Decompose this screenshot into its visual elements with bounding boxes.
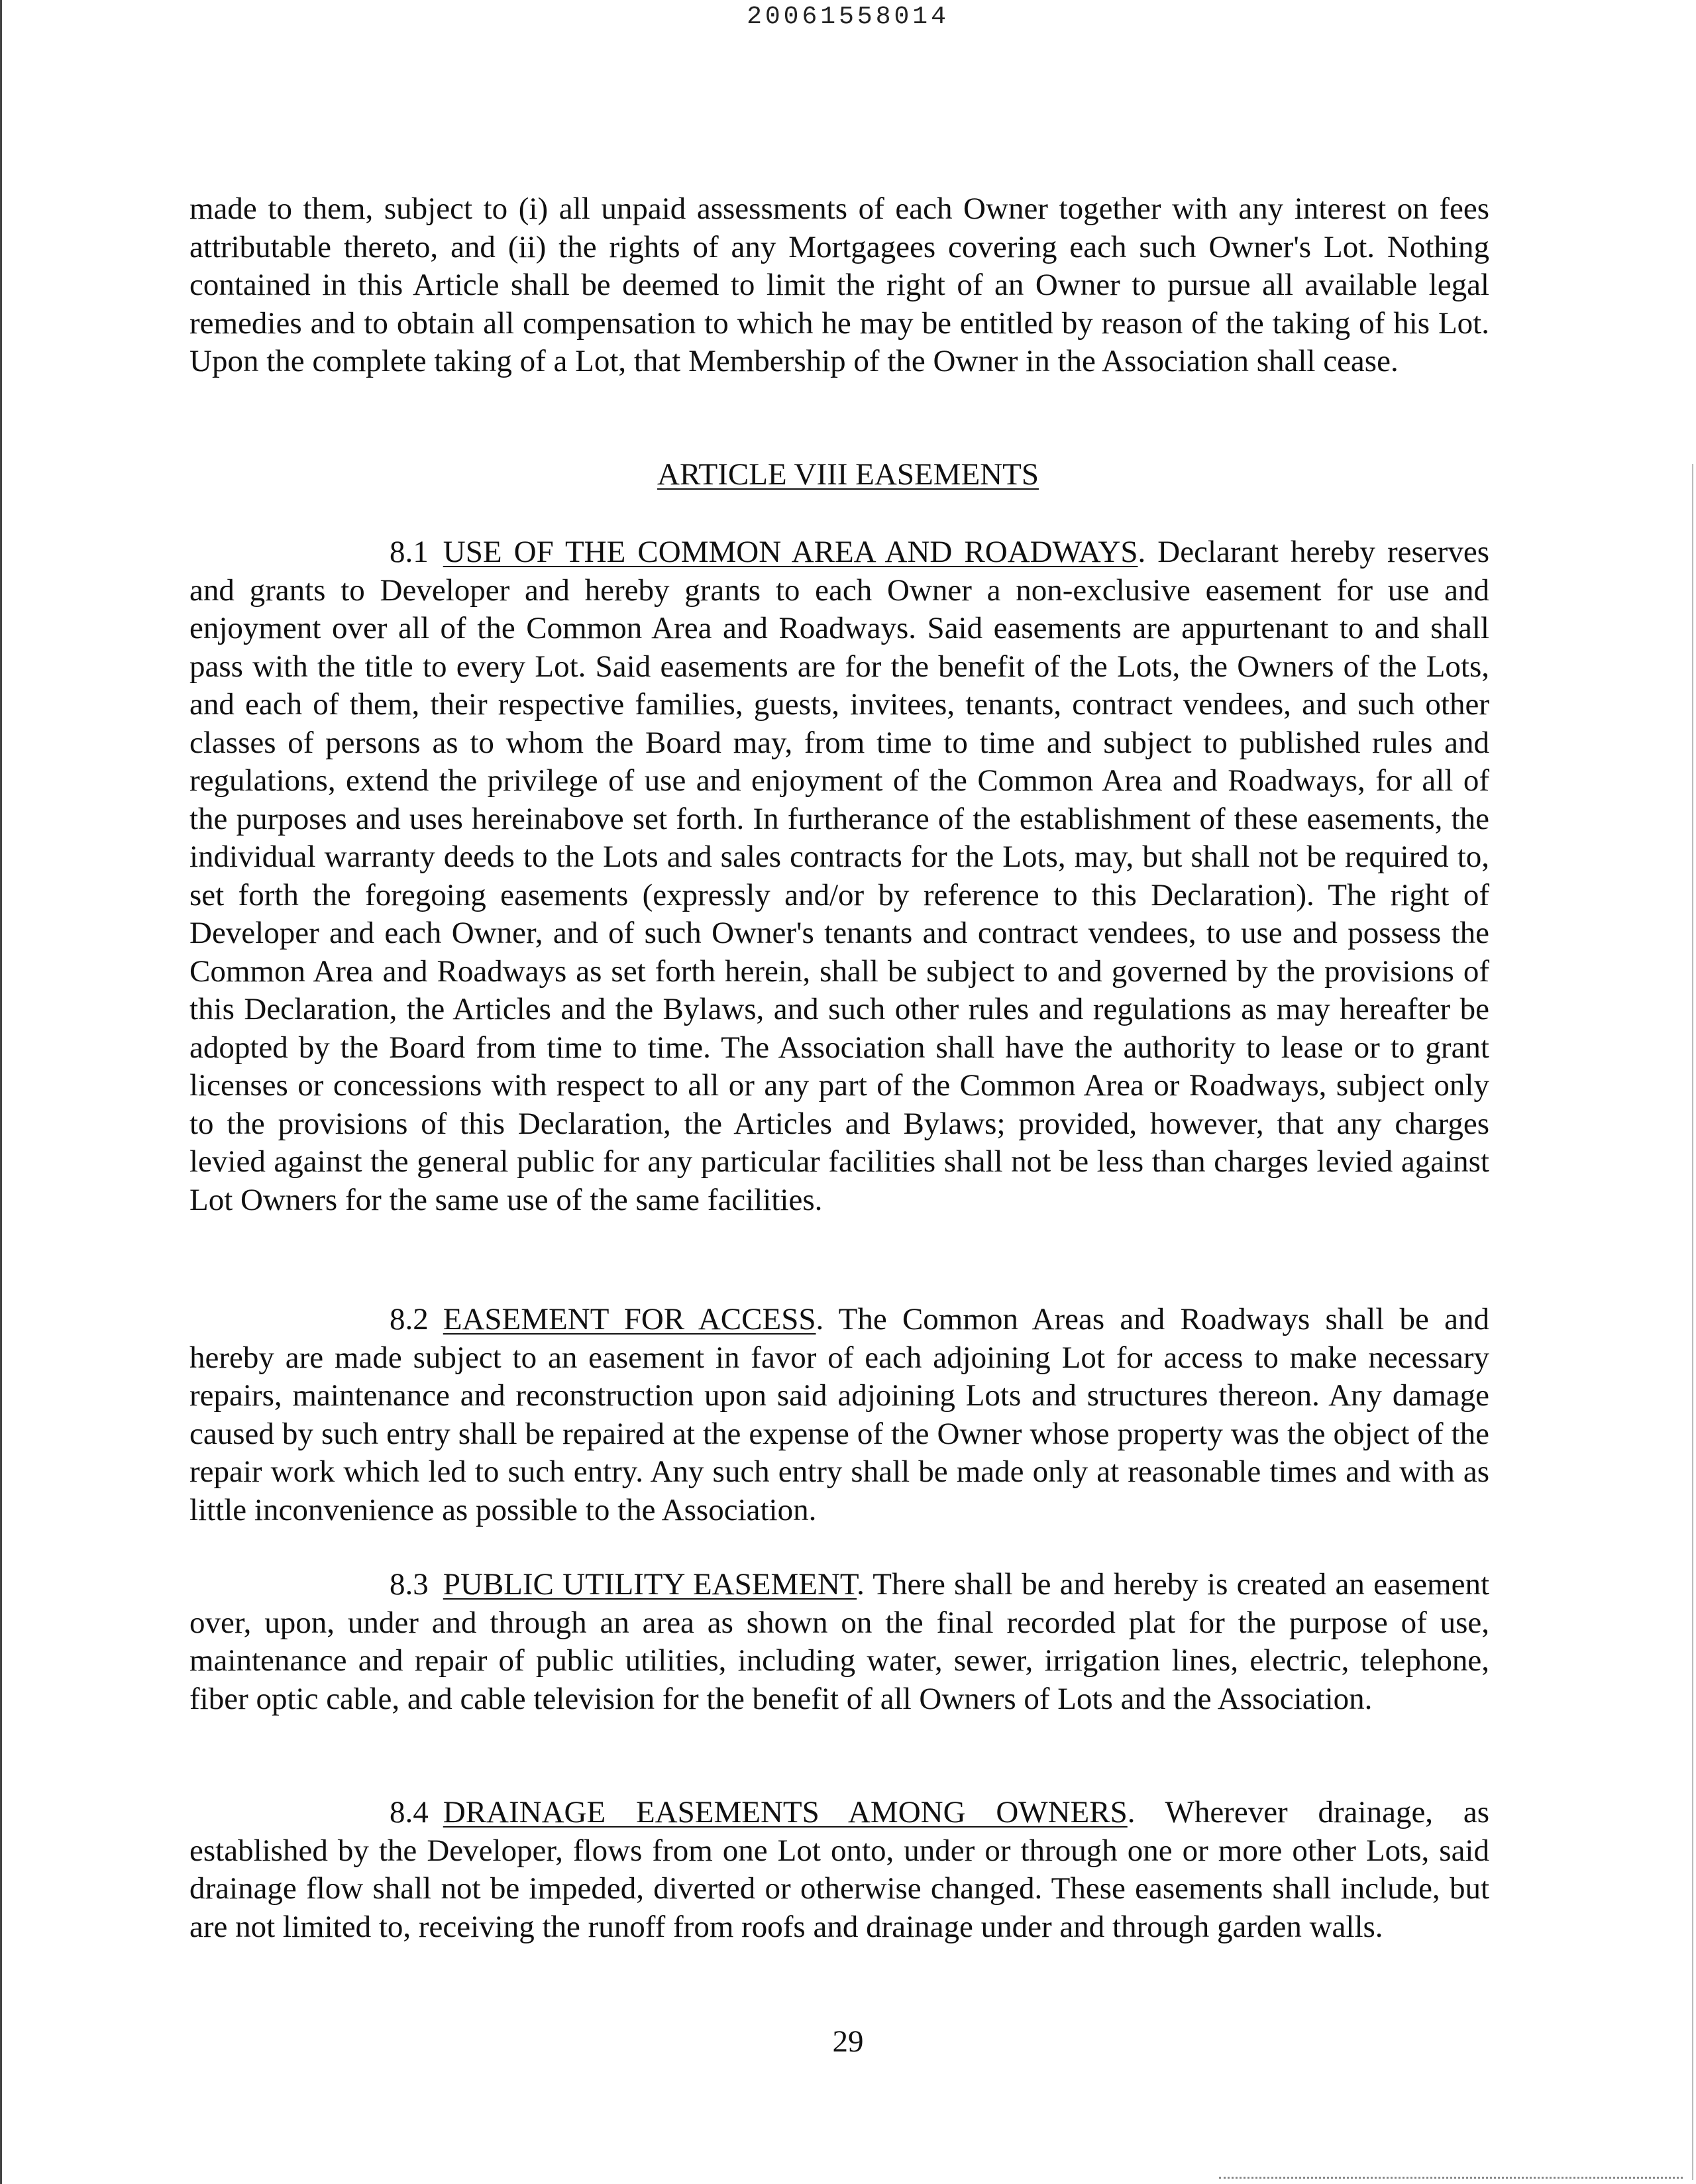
article-heading: ARTICLE VIII EASEMENTS (657, 457, 1039, 492)
section-8-4 (189, 1794, 1489, 1946)
scan-left-border (0, 0, 2, 2184)
section-number: 8.3 (390, 1567, 429, 1602)
scan-right-border (1692, 464, 1693, 2180)
section-title: PUBLIC UTILITY EASEMENT (443, 1567, 857, 1602)
section-number: 8.4 (390, 1795, 429, 1829)
document-number: 20061558014 (747, 3, 949, 31)
section-8-3 (189, 1566, 1489, 1718)
intro-paragraph: made to them, subject to (i) all unpaid assessments of each Owner together with any interest on fees attributable thereto, and (ii) the rights of any Mortgagees covering each such Owner's Lot. Nothing contained in this Article shall be deemed to limit the right of an Owner to pursue all available legal remedies and to obtain all compensation to which he may be entitled by reason of the taking of his Lot. Upon the complete taking of a Lot, that Membership of the Owner in the Association shall cease. (189, 191, 1489, 378)
section-8-2 (189, 1301, 1489, 1529)
section-title: DRAINAGE EASEMENTS AMONG OWNERS (443, 1795, 1128, 1829)
section-text: . Declarant hereby reserves and grants to Developer and hereby grants to each Owner a non-exclusive easement for use and enjoyment over all of the Common Area and Roadways. Said easements are appurtenant to and shall pass with the title to every Lot. Said easements are for the benefit of the Lots, the Owners of the Lots, and each of them, their respective families, guests, invitees, tenants, contract vendees, and such other classes of persons as to whom the Board may, from time to time and subject to published rules and regulations, extend the privilege of use and enjoyment of the Common Area and Roadways, for all of the purposes and uses hereinabove set forth. In furtherance of the establishment of these easements, the individual warranty deeds to the Lots and sales contracts for the Lots, may, but shall not be required to, set forth the foregoing easements (expressly and/or by reference to this Declaration). The right of Developer and each Owner, and of such Owner's tenants and contract vendees, to use and possess the Common Area and Roadways as set forth herein, shall be subject to and governed by the provisions of this Declaration, the Articles and the Bylaws, and such other rules and regulations as may hereafter be adopted by the Board from time to time. The Association shall have the authority to lease or to grant licenses or concessions with respect to all or any part of the Common Area or Roadways, subject only to the provisions of this Declaration, the Articles and Bylaws; provided, however, that any charges levied against the general public for any particular facilities shall not be less than charges levied against Lot Owners for the same use of the same facilities. (189, 535, 1489, 1217)
section-text: . The Common Areas and Roadways shall be and hereby are made subject to an easement in favor of each adjoining Lot for access to make necessary repairs, maintenance and reconstruction upon said adjoining Lots and structures thereon. Any damage caused by such entry shall be repaired at the expense of the Owner whose property was the object of the repair work which led to such entry. Any such entry shall be made only at reasonable times and with as little inconvenience as possible to the Association. (189, 1302, 1490, 1527)
section-title: USE OF THE COMMON AREA AND ROADWAYS (443, 535, 1138, 569)
section-text: . Wherever drainage, as established by the Developer, flows from one Lot onto, under or through one or more other Lots, said drainage flow shall not be impeded, diverted or otherwise changed. These easements shall include, but are not limited to, receiving the runoff from roofs and drainage under and through garden walls. (189, 1795, 1489, 1944)
page-number: 29 (832, 2024, 864, 2059)
section-number: 8.1 (390, 535, 429, 569)
section-title: EASEMENT FOR ACCESS (443, 1302, 816, 1337)
section-8-1 (189, 533, 1489, 1219)
section-text: . There shall be and hereby is created an easement over, upon, under and through an area as shown on the final recorded plat for the purpose of use, maintenance and repair of public utilities, including water, sewer, irrigation lines, electric, telephone, fiber optic cable, and cable television for the benefit of all Owners of Lots and the Association. (189, 1567, 1489, 1716)
section-number: 8.2 (390, 1302, 429, 1337)
scan-artifact-line (1219, 2175, 1683, 2179)
